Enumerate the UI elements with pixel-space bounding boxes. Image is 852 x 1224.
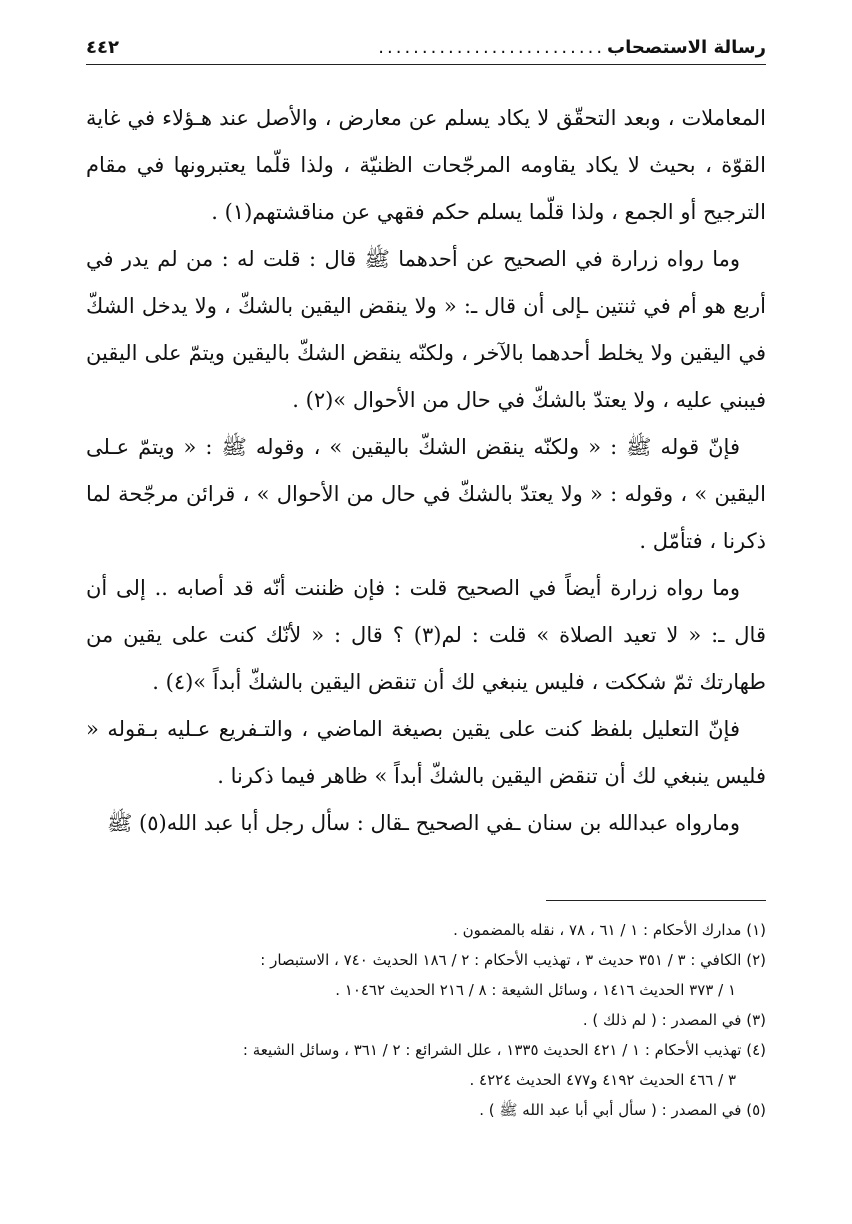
paragraph-3: فإنّ قوله ﷺ : « ولكنّه ينقض الشكّ باليقين » ، وقوله ﷺ : « ويتمّ عـلى اليقين » ، وقوله : « ولا يعتدّ بالشكّ في حال من الأحوال » ، قرائن مرجّحة لما ذكرنا ، فتأمّل . (86, 435, 766, 553)
paragraph-5: فإنّ التعليل بلفظ كنت على يقين بصيغة الماضي ، والتـفريع عـليه بـقوله « فليس ينبغي لك أن تنقض اليقين بالشكّ أبداً » ظاهر فيما ذكرنا . (86, 717, 766, 788)
header-dot-leader: .......................... (378, 37, 606, 58)
footnote-3 (86, 1005, 766, 1035)
footnote-5-text: (٥) في المصدر : ( سأل أبي أبا عبد الله ﷺ ) . (479, 1101, 766, 1119)
header-title: رسالة الاستصحاب (607, 37, 766, 58)
running-header (86, 28, 766, 65)
footnote-4-text: (٤) تهذيب الأحكام : ١ / ٤٢١ الحديث ١٣٣٥ ، علل الشرائع : ٢ / ٣٦١ ، وسائل الشيعة : (242, 1041, 766, 1059)
footnote-4-continuation: ٣ / ٤٦٦ الحديث ٤١٩٢ و٤٧٧ الحديث ٤٢٢٤ . (469, 1071, 736, 1089)
footnote-4 (86, 1035, 766, 1095)
footnote-1 (86, 915, 766, 945)
footnotes-section (86, 900, 766, 1125)
paragraph-1: المعاملات ، وبعد التحقّق لا يكاد يسلم عن معارض ، والأصل عند هـؤلاء في غاية القوّة ، بحيث لا يكاد يقاومه المرجّحات الظنيّة ، ولذا قلّما يعتبرونها في مقام الترجيح أو الجمع ، ولذا قلّما يسلم حكم فقهي عن مناقشتهم(١) . (86, 106, 766, 224)
page-number: ٤٤٢ (86, 37, 119, 58)
footnote-5 (86, 1095, 766, 1125)
paragraph-4: وما رواه زرارة أيضاً في الصحيح قلت : فإن ظننت أنّه قد أصابه .. إلى أن قال ـ: « لا تعيد الصلاة » قلت : لم(٣) ؟ قال : « لأنّك كنت على يقين من طهارتك ثمّ شككت ، فليس ينبغي لك أن تنقض اليقين بالشكّ أبداً »(٤) . (86, 576, 766, 694)
footnote-2 (86, 945, 766, 1005)
footnote-3-text: (٣) في المصدر : ( لم ذلك ) . (582, 1011, 766, 1029)
paragraph-6: ومارواه عبدالله بن سنان ـفي الصحيح ـقال : سأل رجل أبا عبد الله(٥) ﷺ (106, 811, 740, 835)
book-page (86, 28, 766, 1198)
footnote-2-text: (٢) الكافي : ٣ / ٣٥١ حديث ٣ ، تهذيب الأحكام : ٢ / ١٨٦ الحديث ٧٤٠ ، الاستبصار : (260, 951, 766, 969)
header-title-group (378, 37, 766, 58)
main-text (86, 95, 766, 847)
footnote-2-continuation: ١ / ٣٧٣ الحديث ١٤١٦ ، وسائل الشيعة : ٨ / ٢١٦ الحديث ١٠٤٦٢ . (335, 981, 736, 999)
footnote-1-text: (١) مدارك الأحكام : ١ / ٦١ ، ٧٨ ، نقله بالمضمون . (453, 921, 766, 939)
footnote-separator (546, 900, 766, 901)
paragraph-2: وما رواه زرارة في الصحيح عن أحدهما ﷺ قال : قلت له : من لم يدر في أربع هو أم في ثنتين ـإلى أن قال ـ: « ولا ينقض اليقين بالشكّ ، ولا يدخل الشكّ في اليقين ولا يخلط أحدهما بالآخر ، ولكنّه ينقض الشكّ باليقين ويتمّ على اليقين فيبني عليه ، ولا يعتدّ بالشكّ في حال من الأحوال »(٢) . (86, 247, 766, 412)
